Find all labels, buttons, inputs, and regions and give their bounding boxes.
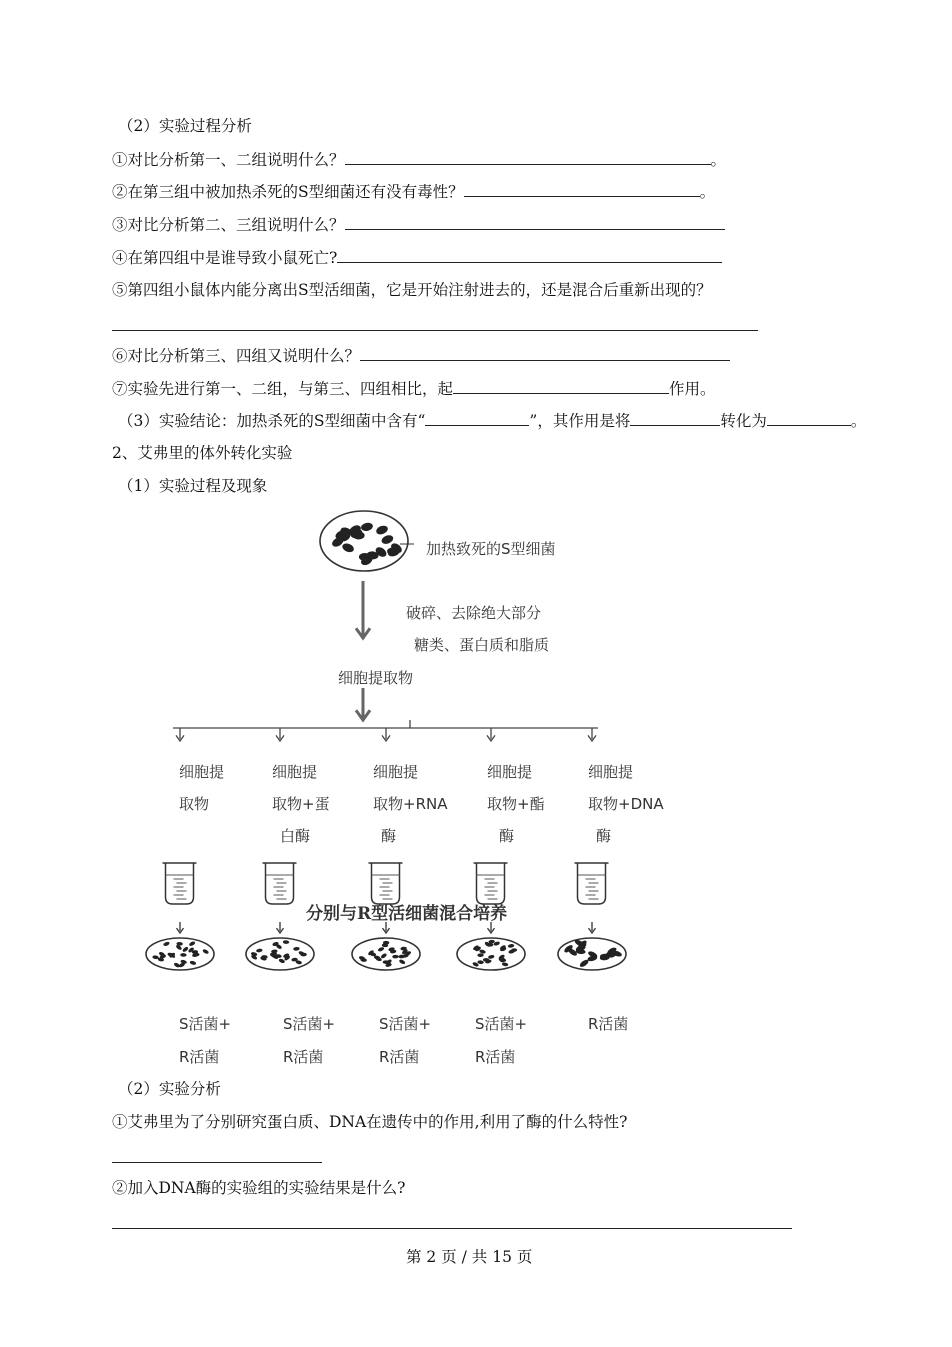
group-1-label: 取物 [179, 795, 210, 813]
group-3-label: 取物+RNA [373, 795, 448, 813]
group-5-label: 酶 [596, 827, 612, 845]
group-3-label: 细胞提 [373, 763, 419, 781]
conclusion: （3）实验结论：加热杀死的S型细菌中含有“ ”，其作用是将 转化为 。 [118, 412, 867, 430]
group-2-label: 白酶 [280, 827, 311, 845]
group-1-result: S活菌+ [179, 1015, 232, 1033]
group-4-result: S活菌+ [475, 1015, 528, 1033]
group-5-label: 细胞提 [588, 763, 634, 781]
step-label-2: 糖类、蛋白质和脂质 [414, 636, 550, 654]
bacterium [600, 954, 610, 959]
question-4: ④在第四组中是谁导致小鼠死亡? [112, 247, 722, 268]
analysis-question-1: ①艾弗里为了分别研究蛋白质、DNA在遗传中的作用,利用了酶的什么特性? [112, 1113, 628, 1131]
group-5-label: 取物+DNA [588, 795, 664, 813]
question-7: ⑦实验先进行第一、二组，与第三、四组相比，起 作用。 [112, 380, 716, 398]
top-label: 加热致死的S型细菌 [426, 540, 556, 558]
group-2-result: R活菌 [283, 1048, 324, 1066]
group-4-label: 酶 [499, 827, 515, 845]
answer-line [112, 330, 758, 331]
group-2-result: S活菌+ [283, 1015, 336, 1033]
group-3-result: R活菌 [379, 1048, 420, 1066]
question-2: ②在第三组中被加热杀死的S型细菌还有没有毒性？ 。 [112, 183, 716, 201]
section-heading: （2）实验过程分析 [118, 117, 252, 135]
analysis-question-2: ②加入DNA酶的实验组的实验结果是什么? [112, 1179, 406, 1197]
question-3: ③对比分析第二、三组说明什么？ [112, 214, 725, 235]
group-4-result: R活菌 [475, 1048, 516, 1066]
section-title: 2、艾弗里的体外转化实验 [112, 444, 293, 462]
group-1-label: 细胞提 [179, 763, 225, 781]
answer-line [112, 1162, 322, 1163]
question-1: ①对比分析第一、二组说明什么？ 。 [112, 151, 727, 169]
group-3-result: S活菌+ [379, 1015, 432, 1033]
group-4-label: 取物+酯 [487, 795, 545, 813]
page-number: 第 2 页 / 共 15 页 [406, 1248, 533, 1266]
extract-label: 细胞提取物 [338, 669, 414, 687]
answer-line [112, 1228, 792, 1229]
group-2-label: 取物+蛋 [272, 795, 330, 813]
group-4-label: 细胞提 [487, 763, 533, 781]
question-6: ⑥对比分析第三、四组又说明什么？ [112, 345, 730, 366]
analysis-heading: （2）实验分析 [118, 1080, 221, 1098]
step-label-1: 破碎、去除绝大部分 [406, 604, 542, 622]
group-5-result: R活菌 [588, 1015, 629, 1033]
subheading: （1）实验过程及现象 [118, 477, 268, 495]
group-1-result: R活菌 [179, 1048, 220, 1066]
question-5: ⑤第四组小鼠体内能分离出S型活细菌，它是开始注射进去的，还是混合后重新出现的？ [112, 281, 712, 299]
group-3-label: 酶 [381, 827, 397, 845]
group-2-label: 细胞提 [272, 763, 318, 781]
mix-label: 分别与R型活细菌混合培养 [306, 904, 508, 924]
